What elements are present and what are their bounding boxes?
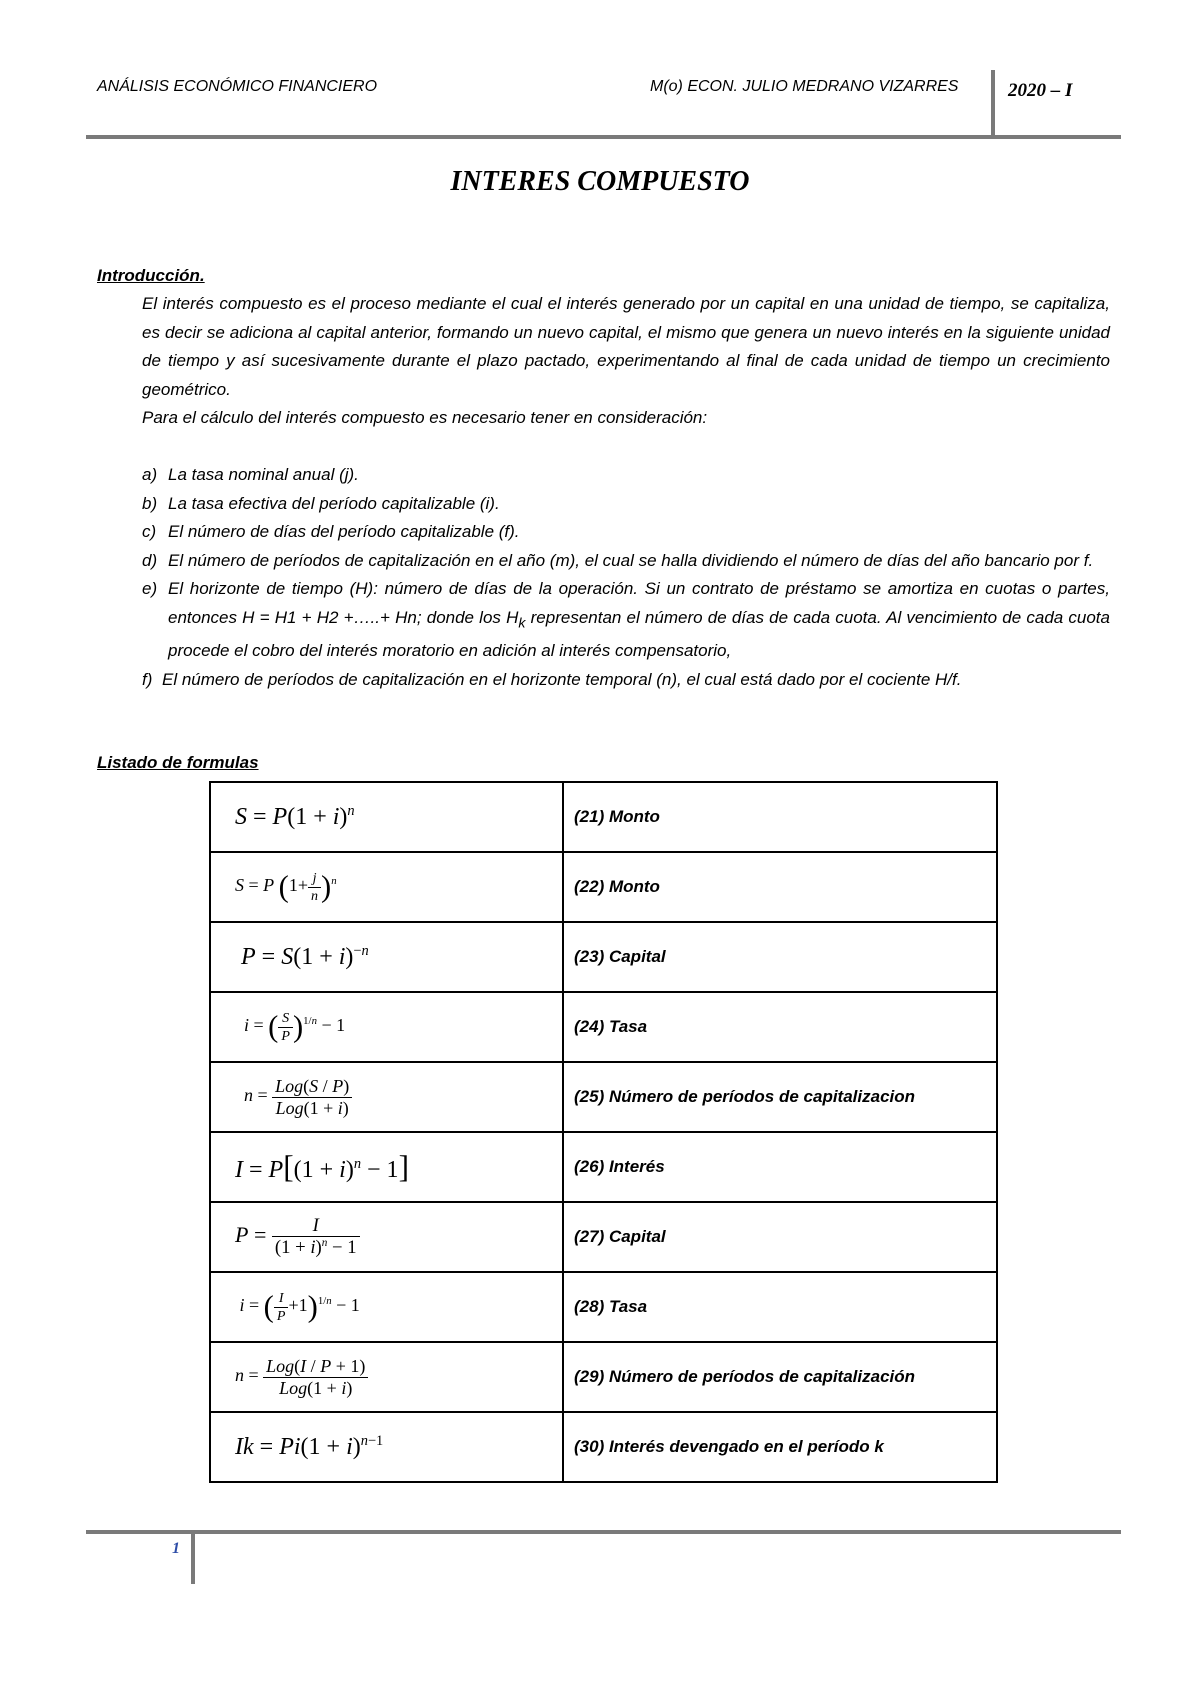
list-item-text: El número de días del período capitalizable (f). bbox=[168, 522, 520, 541]
page-title: INTERES COMPUESTO bbox=[450, 166, 750, 197]
formula-cell bbox=[210, 1202, 563, 1272]
list-item-label: c) bbox=[142, 522, 157, 541]
formula-25: n = $\frac{\text{Log(S / P)}}{\text{Log(1 + i)}}$ bbox=[235, 1085, 352, 1105]
formulas-heading: Listado de formulas bbox=[97, 753, 259, 772]
formula-cell bbox=[210, 1132, 563, 1202]
formula-cell bbox=[210, 1272, 563, 1342]
table-row bbox=[210, 1412, 997, 1482]
formula-label: (22) Monto bbox=[563, 852, 997, 922]
formula-label: (21) Monto bbox=[563, 782, 997, 852]
table-row bbox=[210, 1202, 997, 1272]
list-item-subscript: k bbox=[518, 614, 526, 631]
list-item bbox=[142, 547, 1110, 576]
formula-cell bbox=[210, 1062, 563, 1132]
formula-cell bbox=[210, 782, 563, 852]
formula-label: (30) Interés devengado en el período k bbox=[563, 1412, 997, 1482]
formula-cell bbox=[210, 922, 563, 992]
page-number: 1 bbox=[172, 1540, 180, 1557]
list-item-text-cont: representan el número de días de cada cuota. Al vencimiento de cada cuota procede el cobro del interés moratorio en adición al interés compensatorio, bbox=[168, 607, 1110, 661]
formula-22: S = P (1+ $\frac{j}{n}$ )$^n$ bbox=[235, 869, 337, 904]
formula-cell bbox=[210, 992, 563, 1062]
formula-cell bbox=[210, 1342, 563, 1412]
list-item-text: El número de períodos de capitalización en el año (m), el cual se halla dividiendo el número de días del año bancario por f. bbox=[168, 550, 1094, 570]
considerations-list bbox=[142, 461, 1110, 694]
list-item-text: El horizonte de tiempo (H): número de días de la operación. Si un contrato de préstamo se amortiza en cuotas o partes, entonces H = H1 + H2 +…..+ Hn; donde los H bbox=[168, 579, 1110, 627]
header-course-title: ANÁLISIS ECONÓMICO FINANCIERO bbox=[97, 78, 378, 95]
table-row bbox=[210, 1132, 997, 1202]
formula-23: $P = S(1 + i)^{-n}$ bbox=[241, 943, 369, 970]
footer-rule bbox=[86, 1530, 1121, 1534]
header-divider bbox=[991, 70, 995, 137]
list-item-label: b) bbox=[142, 493, 158, 513]
intro-lead: Para el cálculo del interés compuesto es necesario tener en consideración: bbox=[142, 408, 708, 427]
formula-28: i = ( $\frac{I}{P}$ +1)$^{1/n}$ − 1 bbox=[239, 1289, 360, 1324]
table-row bbox=[210, 852, 997, 922]
formula-label: (25) Número de períodos de capitalizacion bbox=[563, 1062, 997, 1132]
list-item-label: d) bbox=[142, 550, 158, 570]
table-row bbox=[210, 1342, 997, 1412]
table-row bbox=[210, 782, 997, 852]
header-author: M(o) ECON. JULIO MEDRANO VIZARRES bbox=[650, 78, 959, 95]
table-row bbox=[210, 922, 997, 992]
formula-label: (26) Interés bbox=[563, 1132, 997, 1202]
formula-24: i = ( $\frac{S}{P}$ )$^{1/n}$ − 1 bbox=[244, 1009, 346, 1044]
footer-divider bbox=[191, 1532, 195, 1584]
list-item-label: a) bbox=[142, 465, 158, 484]
formula-cell bbox=[210, 852, 563, 922]
formula-label: (29) Número de períodos de capitalización bbox=[563, 1342, 997, 1412]
list-item-text: La tasa nominal anual (j). bbox=[168, 465, 359, 484]
table-row bbox=[210, 1272, 997, 1342]
formula-30: $Ik = Pi(1 + i)^{n-1}$ bbox=[235, 1433, 384, 1460]
formula-26: $I = P[(1 + i)^n - 1]$ bbox=[235, 1149, 409, 1184]
formula-label: (28) Tasa bbox=[563, 1272, 997, 1342]
formula-label: (23) Capital bbox=[563, 922, 997, 992]
list-item-label: f) bbox=[142, 669, 153, 689]
list-item-label: e) bbox=[142, 579, 158, 598]
formula-table bbox=[209, 781, 998, 1483]
header-rule bbox=[86, 135, 1121, 139]
list-item-text: El número de períodos de capitalización en el horizonte temporal (n), el cual está dado por el cociente H/f. bbox=[162, 669, 962, 689]
formula-label: (27) Capital bbox=[563, 1202, 997, 1272]
list-item-text: La tasa efectiva del período capitalizable (i). bbox=[168, 493, 500, 513]
list-item bbox=[142, 461, 1110, 490]
formula-cell bbox=[210, 1412, 563, 1482]
formula-21: $S = P(1 + i)^n$ bbox=[235, 803, 355, 830]
intro-paragraph: El interés compuesto es el proceso mediante el cual el interés generado por un capital en una unidad de tiempo, se capitaliza, es decir se adiciona al capital anterior, formando un nuevo capital, el mismo que genera un nuevo interés en la siguiente unidad de tiempo y así sucesivamente durante el plazo pactado, experimentando al final de cada unidad de tiempo un crecimiento geométrico. bbox=[142, 294, 1110, 399]
formula-label: (24) Tasa bbox=[563, 992, 997, 1062]
table-row bbox=[210, 992, 997, 1062]
table-row bbox=[210, 1062, 997, 1132]
formula-29: n = $\frac{\text{Log(I / P + 1)}}{\text{Log(1 + i)}}$ bbox=[235, 1365, 368, 1385]
intro-heading: Introducción. bbox=[97, 266, 205, 285]
header-term: 2020 – I bbox=[1008, 80, 1073, 101]
list-item bbox=[142, 518, 1110, 547]
list-item bbox=[142, 666, 1110, 695]
formula-27: P = $\frac{I}{(1 + i)^n - 1}$ bbox=[235, 1222, 360, 1247]
list-item bbox=[142, 490, 1110, 519]
list-item bbox=[142, 575, 1110, 666]
